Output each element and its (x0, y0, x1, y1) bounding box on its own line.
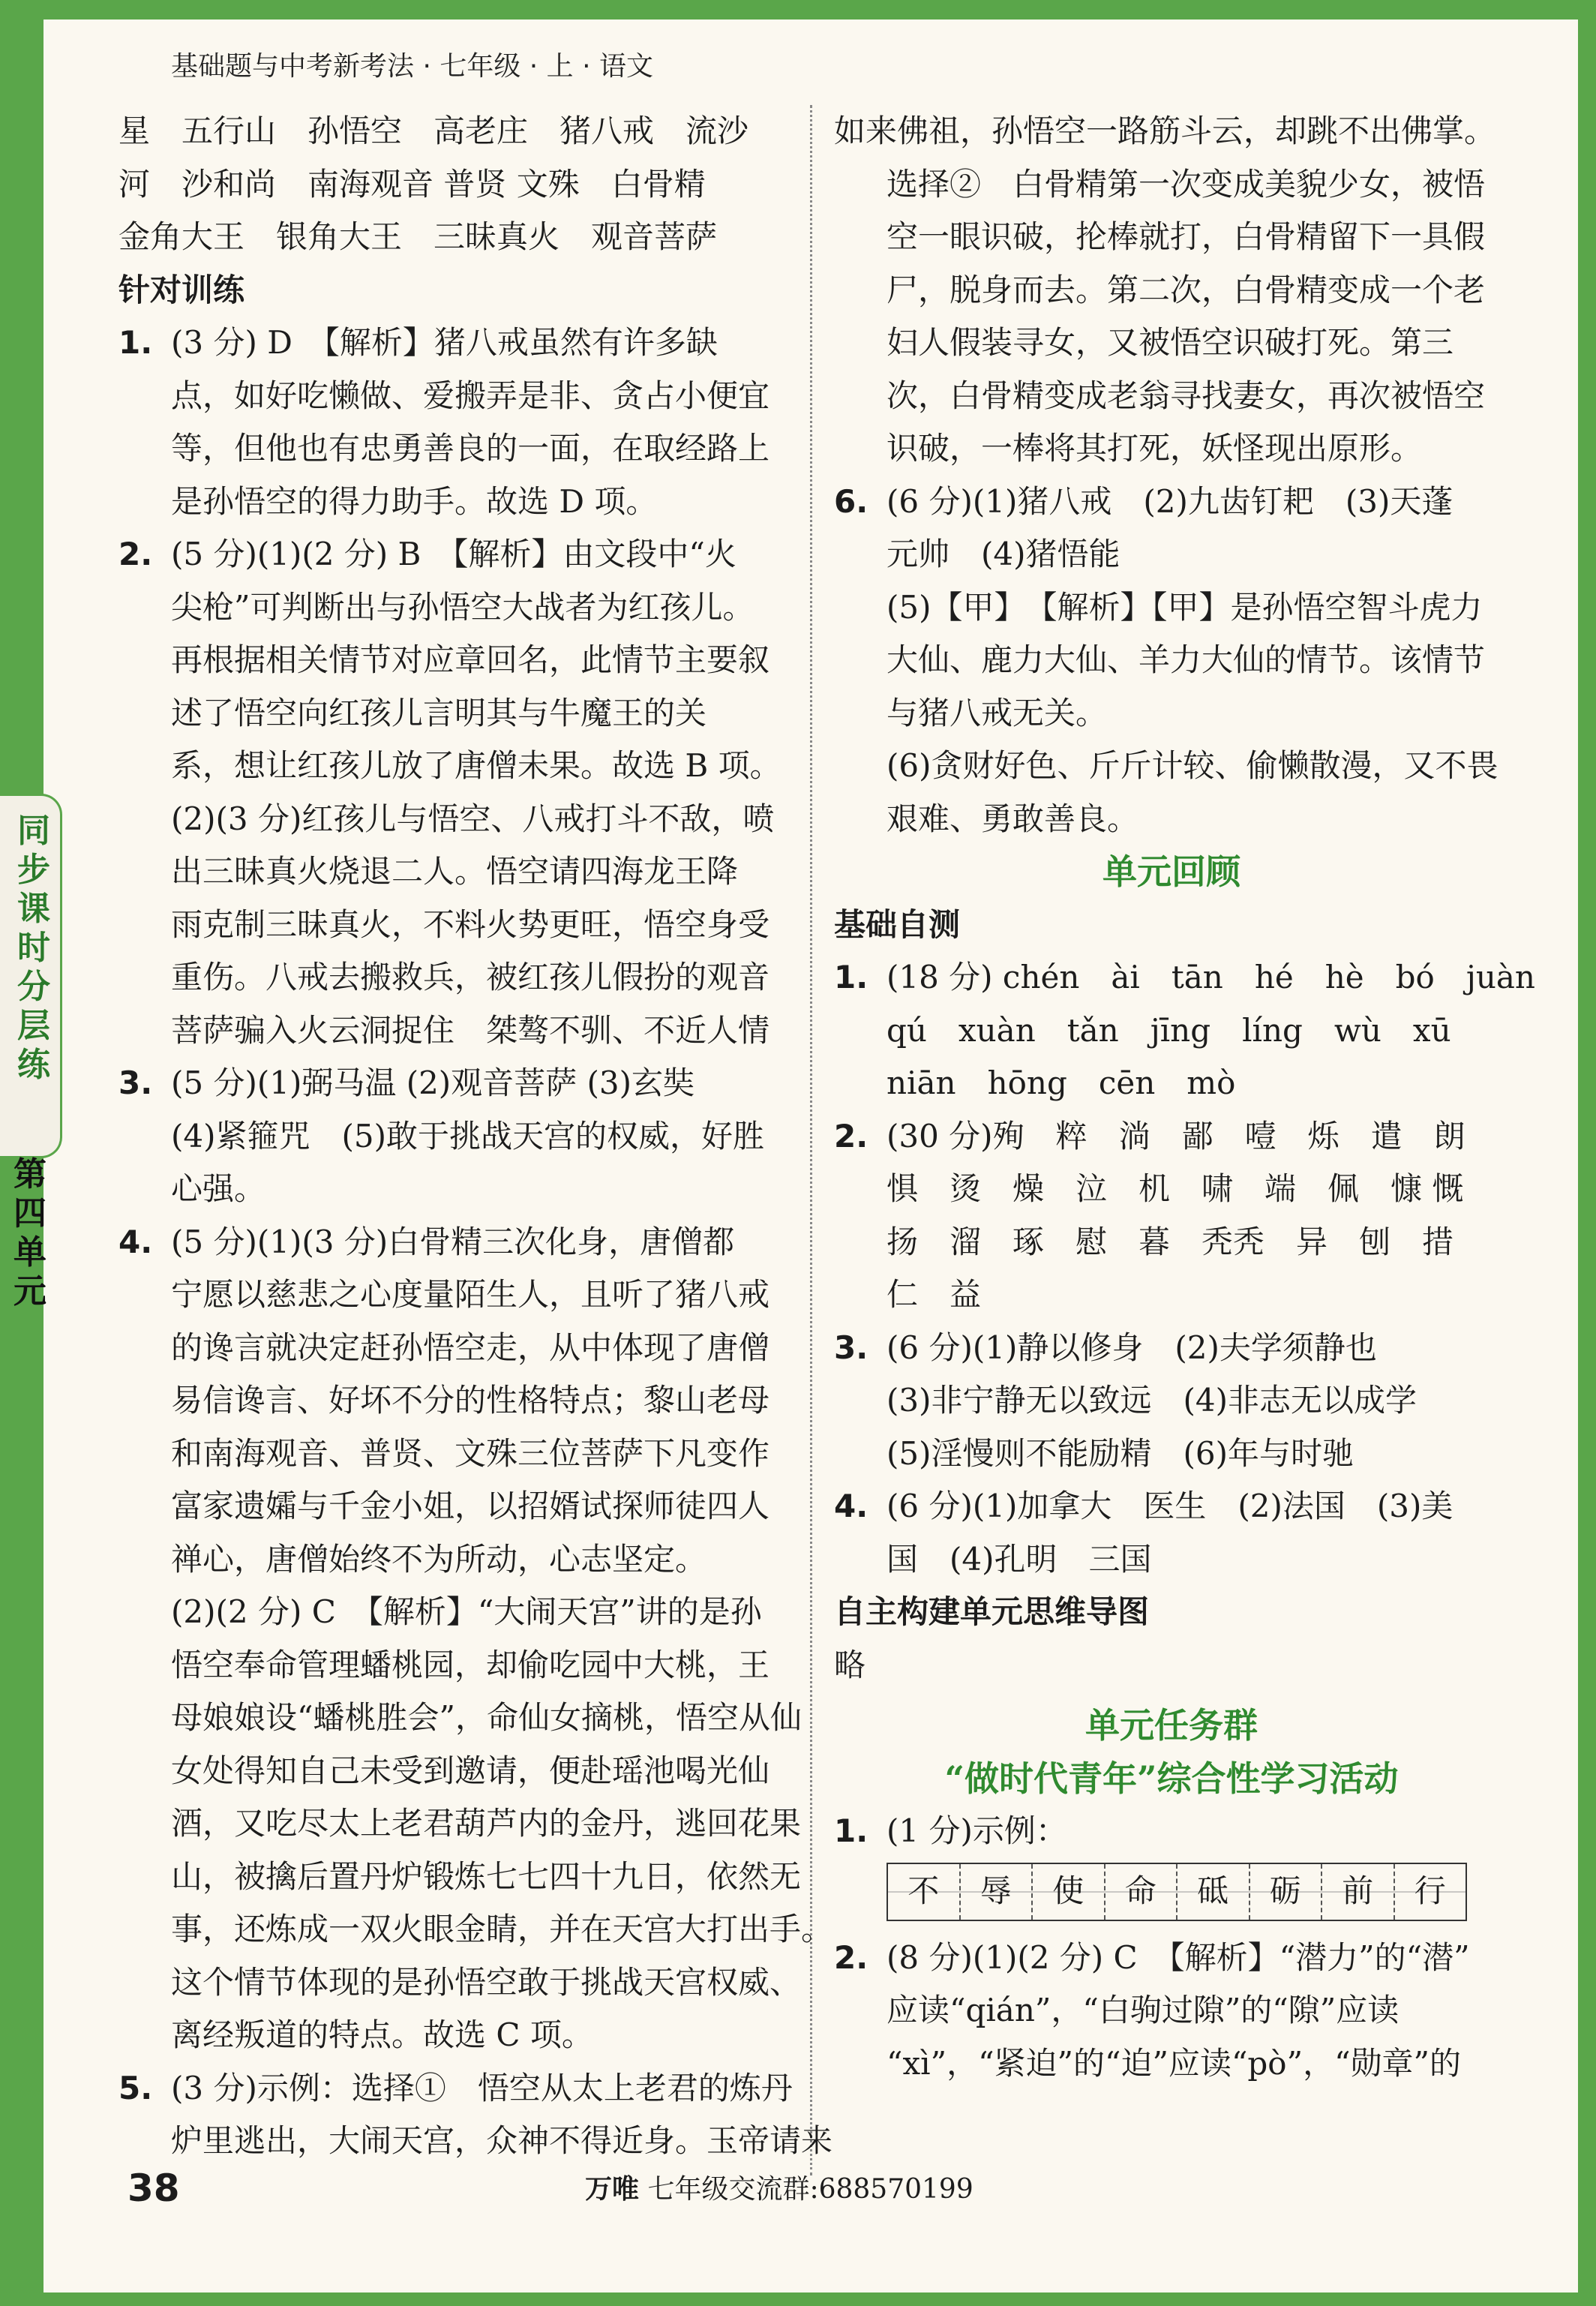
question-number: 5. (118, 2069, 153, 2106)
tab-char: 练 (17, 1046, 50, 1084)
question-number: 3. (834, 1329, 868, 1366)
left-line: 心强。 (171, 1170, 266, 1207)
line-text: (6 分)(1)猪八戒 (2)九齿钉耙 (3)天蓬 (886, 482, 1454, 520)
line-text: (3 分) D 【解析】猪八戒虽然有许多缺 (171, 324, 718, 361)
right-line: (5)【甲】 【解析】【甲】是孙悟空智斗虎力 (886, 588, 1483, 626)
left-line: (4)紧箍咒 (5)敢于挑战天宫的权威，好胜 (171, 1117, 764, 1155)
grid-cell: 命 (1106, 1864, 1178, 1920)
task-group-title: 单元任务群 (1085, 1705, 1258, 1746)
right-line: 选择② 白骨精第一次变成美貌少女，被悟 (886, 165, 1486, 203)
right-line: 妇人假装寻女，又被悟空识破打死。第三 (886, 324, 1454, 361)
review-line: 国 (4)孔明 三国 (886, 1540, 1152, 1578)
right-line: (6)贪财好色、斤斤计较、偷懒散漫，又不畏 (886, 747, 1498, 784)
unit-review-title: 单元回顾 (1102, 851, 1240, 892)
line-text: (5 分)(1)(3 分)白骨精三次化身，唐僧都 (171, 1223, 735, 1260)
right-line: 艰难、勇敢善良。 (886, 800, 1139, 837)
tab-char: 时 (17, 929, 50, 967)
left-line: 事，还炼成一双火眼金睛，并在天宫大打出手。 (171, 1911, 833, 1947)
left-line: 离经叛道的特点。故选 C 项。 (171, 2016, 593, 2053)
right-line: 次，白骨精变成老翁寻找妻女，再次被悟空 (886, 377, 1486, 414)
grid-cell: 行 (1395, 1864, 1466, 1920)
left-line: 的谗言就决定赶孙悟空走，从中体现了唐僧 (171, 1329, 770, 1366)
review-line: (3)非宁静无以致远 (4)非志无以成学 (886, 1382, 1417, 1419)
activity-title: “做时代青年”综合性学习活动 (944, 1758, 1399, 1799)
left-line: 悟空奉命管理蟠桃园，却偷吃园中大桃，王 (171, 1646, 770, 1683)
left-line: 宁愿以慈悲之心度量陌生人，且听了猪八戒 (171, 1276, 770, 1313)
line-text: (1 分)示例： (886, 1812, 1067, 1849)
review-line (834, 1480, 1509, 1533)
left-line (118, 1057, 794, 1110)
left-line: 金角大王 银角大王 三昧真火 观音菩萨 (118, 218, 718, 255)
left-line: 雨克制三昧真火，不料火势更旺，悟空身受 (171, 905, 770, 943)
tab-char: 层 (17, 1007, 50, 1045)
question-number: 3. (118, 1064, 153, 1101)
left-line (118, 1216, 794, 1269)
line-text: (30 分)殉 粹 淌 鄙 噎 烁 遣 朗 (886, 1117, 1466, 1155)
left-line: 这个情节体现的是孙悟空敢于挑战天宫权威、 (171, 1963, 802, 2001)
left-line: 出三昧真火烧退二人。悟空请四海龙王降 (171, 853, 739, 890)
line-text: (5 分)(1)(2 分) B 【解析】由文段中“火 (171, 536, 736, 572)
tab-char: 单 (14, 1233, 46, 1272)
grid-cell: 砥 (1178, 1864, 1250, 1920)
task1-line (834, 1805, 1509, 1858)
left-line: 禅心，唐僧始终不为所动，心志坚定。 (171, 1540, 707, 1578)
tab-char: 步 (17, 851, 50, 889)
question-number: 1. (834, 1812, 868, 1849)
left-line: 尖枪”可判断出与孙悟空大战者为红孩儿。 (171, 588, 754, 626)
footer-text: 七年级交流群:688570199 (647, 2174, 974, 2205)
left-line: 点，如好吃懒做、爱搬弄是非、贪占小便宜 (171, 377, 770, 414)
left-line: 是孙悟空的得力助手。故选 D 项。 (171, 482, 658, 520)
question-number: 6. (834, 482, 868, 520)
left-line: 富家遗孀与千金小姐，以招婿试探师徒四人 (171, 1488, 770, 1524)
review-line (834, 1322, 1509, 1375)
side-tab-unit-text (0, 1155, 60, 1311)
left-line: 菩萨骗入火云洞捉住 桀骜不驯、不近人情 (171, 1011, 770, 1049)
review-line: 仁 益 (886, 1276, 982, 1313)
left-line: 星 五行山 孙悟空 高老庄 猪八戒 流沙 (118, 113, 749, 149)
left-line: (2)(2 分) C 【解析】“大闹天宫”讲的是孙 (171, 1593, 762, 1630)
left-line: 和南海观音、普贤、文殊三位菩萨下凡变作 (171, 1434, 770, 1472)
tab-char: 第 (14, 1155, 46, 1194)
left-line: 再根据相关情节对应章回名，此情节主要叙 (171, 641, 770, 678)
left-line: 女处得知自己未受到邀请，便赴瑶池喝光仙 (171, 1752, 770, 1789)
task2-line: 应读“qián”，“白驹过隙”的“隙”应读 (886, 1992, 1400, 2028)
grid-cell: 辱 (961, 1864, 1034, 1920)
page-number: 38 (128, 2166, 180, 2210)
left-line: 等，但他也有忠勇善良的一面，在取经路上 (171, 430, 770, 467)
basic-test-heading: 基础自测 (834, 905, 961, 943)
left-line: 系，想让红孩儿放了唐僧未果。故选 B 项。 (171, 747, 782, 784)
left-line: 重伤。八戒去搬救兵，被红孩儿假扮的观音 (171, 959, 770, 995)
left-column (118, 105, 833, 2168)
right-line: 尸，脱身而去。第二次，白骨精变成一个老 (886, 271, 1486, 308)
left-line: 河 沙和尚 南海观音 普贤 文殊 白骨精 (118, 165, 706, 203)
section-heading: 针对训练 (118, 271, 245, 308)
side-tab-top-text (6, 812, 62, 1085)
right-line: 空一眼识破，抡棒就打，白骨精留下一具假 (886, 218, 1486, 255)
line-text: (5 分)(1)弼马温 (2)观音菩萨 (3)玄奘 (171, 1064, 695, 1101)
question-number: 2. (834, 1117, 868, 1155)
right-line (834, 476, 1509, 529)
question-number: 1. (118, 324, 153, 361)
left-line (118, 317, 794, 370)
grid-cell: 使 (1033, 1864, 1106, 1920)
line-text: (6 分)(1)静以修身 (2)夫学须静也 (886, 1329, 1377, 1366)
task2-line (834, 1932, 1509, 1985)
tab-char: 同 (17, 812, 50, 850)
right-column (834, 105, 1535, 2090)
grid-cell: 砺 (1250, 1864, 1323, 1920)
column-divider (810, 105, 812, 2175)
task2-line: “xì”，“紧迫”的“迫”应读“pò”，“勋章”的 (886, 2044, 1462, 2082)
tab-char: 分 (17, 968, 50, 1006)
review-line: 惧 烫 燥 泣 机 啸 端 佩 慷 慨 (886, 1170, 1464, 1207)
grid-cell: 不 (888, 1864, 961, 1920)
review-line (834, 1110, 1509, 1164)
tab-char: 四 (14, 1194, 46, 1233)
left-line: 炉里逃出，大闹天宫，众神不得近身。玉帝请来 (171, 2122, 833, 2159)
right-line: 识破，一棒将其打死，妖怪现出原形。 (886, 430, 1423, 467)
tab-char: 课 (17, 890, 50, 928)
review-line: (5)淫慢则不能励精 (6)年与时驰 (886, 1434, 1354, 1472)
character-grid (886, 1863, 1467, 1921)
right-line: 与猪八戒无关。 (886, 694, 1108, 731)
review-line (834, 951, 1535, 1004)
right-line: 元帅 (4)猪悟能 (886, 536, 1120, 572)
question-number: 2. (118, 536, 153, 572)
left-line: 山，被擒后置丹炉锻炼七七四十九日，依然无 (171, 1857, 802, 1895)
tab-char: 元 (14, 1272, 46, 1311)
question-number: 1. (834, 959, 868, 995)
question-number: 2. (834, 1938, 868, 1976)
left-line: 母娘娘设“蟠桃胜会”，命仙女摘桃，悟空从仙 (171, 1699, 802, 1736)
line-text: (8 分)(1)(2 分) C 【解析】“潜力”的“潜” (886, 1938, 1470, 1976)
line-text: (18 分) chén ài tān hé hè bó juàn (886, 959, 1535, 995)
mindmap-answer: 略 (834, 1646, 866, 1683)
mindmap-heading: 自主构建单元思维导图 (834, 1593, 1150, 1630)
footer-brand: 万唯 (585, 2174, 640, 2205)
review-line: niān hōng cēn mò (886, 1064, 1236, 1101)
right-line: 大仙、鹿力大仙、羊力大仙的情节。该情节 (886, 641, 1486, 678)
left-line: (2)(3 分)红孩儿与悟空、八戒打斗不敌，喷 (171, 800, 775, 837)
review-line: 扬 溜 琢 慰 暮 秃秃 异 刨 措 (886, 1223, 1454, 1260)
line-text: (6 分)(1)加拿大 医生 (2)法国 (3)美 (886, 1488, 1454, 1524)
right-line: 如来佛祖，孙悟空一路筋斗云，却跳不出佛掌。 (834, 113, 1496, 149)
grid-cell: 前 (1322, 1864, 1395, 1920)
left-line: 酒，又吃尽太上老君葫芦内的金丹，逃回花果 (171, 1805, 802, 1842)
left-line (118, 528, 794, 581)
left-line: 易信谗言、好坏不分的性格特点；黎山老母 (171, 1382, 770, 1419)
question-number: 4. (118, 1223, 153, 1260)
footer (585, 2168, 974, 2206)
line-text: (3 分)示例：选择① 悟空从太上老君的炼丹 (171, 2069, 793, 2106)
left-line: 述了悟空向红孩儿言明其与牛魔王的关 (171, 694, 707, 731)
page-header: 基础题与中考新考法 · 七年级 · 上 · 语文 (171, 51, 653, 82)
review-line: qú xuàn tǎn jīng líng wù xū (886, 1011, 1451, 1049)
left-line (118, 2062, 794, 2115)
question-number: 4. (834, 1488, 868, 1524)
